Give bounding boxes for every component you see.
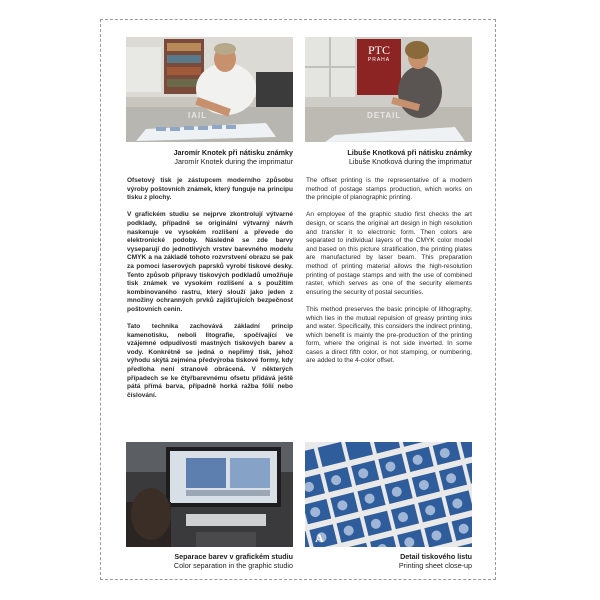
paragraph-cz-1: Ofsetový tisk je zástupcem moderního způsobu výroby poštovních známek, který funguje na principu tisku z plochy. [127,177,293,202]
caption-bottom-right [305,552,472,570]
caption-en: Jaromír Knotek during the imprimatur [174,157,293,166]
paragraph-cz-2: V grafickém studiu se nejprve zkontrolují výtvarné podklady, případně se originální výtvarný návrh naskenuje ve vysokém rozlišení a převede do elektronické podoby. Následně se zde barvy vyseparují do jednotlivých vrstev barevného modelu CMYK a na základě tohoto rozvrstvení obrazu se pak za pomoci laserových paprsků vyrobí tiskové desky. Tento způsob přípravy tiskových podkladů umožňuje tisk známek ve vysokém rozlišení a s použitím kombinovaného rastru, který slouží jako jeden z množiny ochranných prvků zajišťujících bezpečnost poštovních cenin. [127,211,293,313]
czech-text-column [127,177,293,409]
brochure-page [100,19,496,580]
caption-cz: Detail tiskového listu [400,552,472,561]
photo-jaromir-knotek [126,37,293,142]
caption-cz: Jaromír Knotek při nátisku známky [173,148,293,157]
paragraph-en-3: This method preserves the basic principle of lithography, which lies in the mutual repulsion of greasy printing inks and water. Specifically, this considers the indirect printing, which benefit is mainly the pre-production of the printing form, where the original is not side inverted. In some cases a direct fifth color, or hot stamping, or numbering, are added to the 4-color offset. [306,305,472,365]
caption-top-right [305,148,472,166]
caption-bottom-left [126,552,293,570]
photo-overlay-text: DETAIL [367,111,402,120]
stamp-letter: A [315,531,324,545]
caption-en: Color separation in the graphic studio [173,561,293,570]
photo-color-separation [126,442,293,547]
paragraph-en-2: An employee of the graphic studio first checks the art design, or scans the original art design in high resolution and transfer it to electronic form. Then colors are separated to individual layers of the CMYK color model and based on this picture stratification, the printing plates are manufactured by laser beam. This preparation method of printing material allows the high-resolution printing of postage stamps and with the use of combined raster, which serves as one of the security elements ensuring the security of postal securities. [306,211,472,296]
photo-libuse-knotkova [305,37,472,142]
sign-ptc: PTC [367,43,390,57]
caption-en: Printing sheet close-up [398,561,472,570]
paragraph-en-1: The offset printing is the representative of a modern method of postage stamps production, which works on the principle of planographic printing. [306,177,472,202]
sign-praha: PRAHA [367,57,391,63]
caption-cz: Libuše Knotková při nátisku známky [347,148,472,157]
caption-en: Libuše Knotková during the imprimatur [348,157,472,166]
caption-top-left [126,148,293,166]
paragraph-cz-3: Tato technika zachovává základní princip kamenotisku, neboli litografie, spočívající ve vzájemné odpudivosti mastných tiskových barev a vody. Konkrétně se jedná o nepřímý tisk, jehož výhodu skýtá zejména předvýroba tiskové formy, kdy předloha není stranově obrácená. V některých případech se ke čtyřbarevnému ofsetu přidává ještě pátá přímá barva, případně horká ražba fólií nebo číslování. [127,323,293,399]
photo-printing-sheet [305,442,472,547]
english-text-column [306,177,472,375]
photo-overlay-text: IAIL [188,111,208,120]
caption-cz: Separace barev v grafickém studiu [174,552,293,561]
